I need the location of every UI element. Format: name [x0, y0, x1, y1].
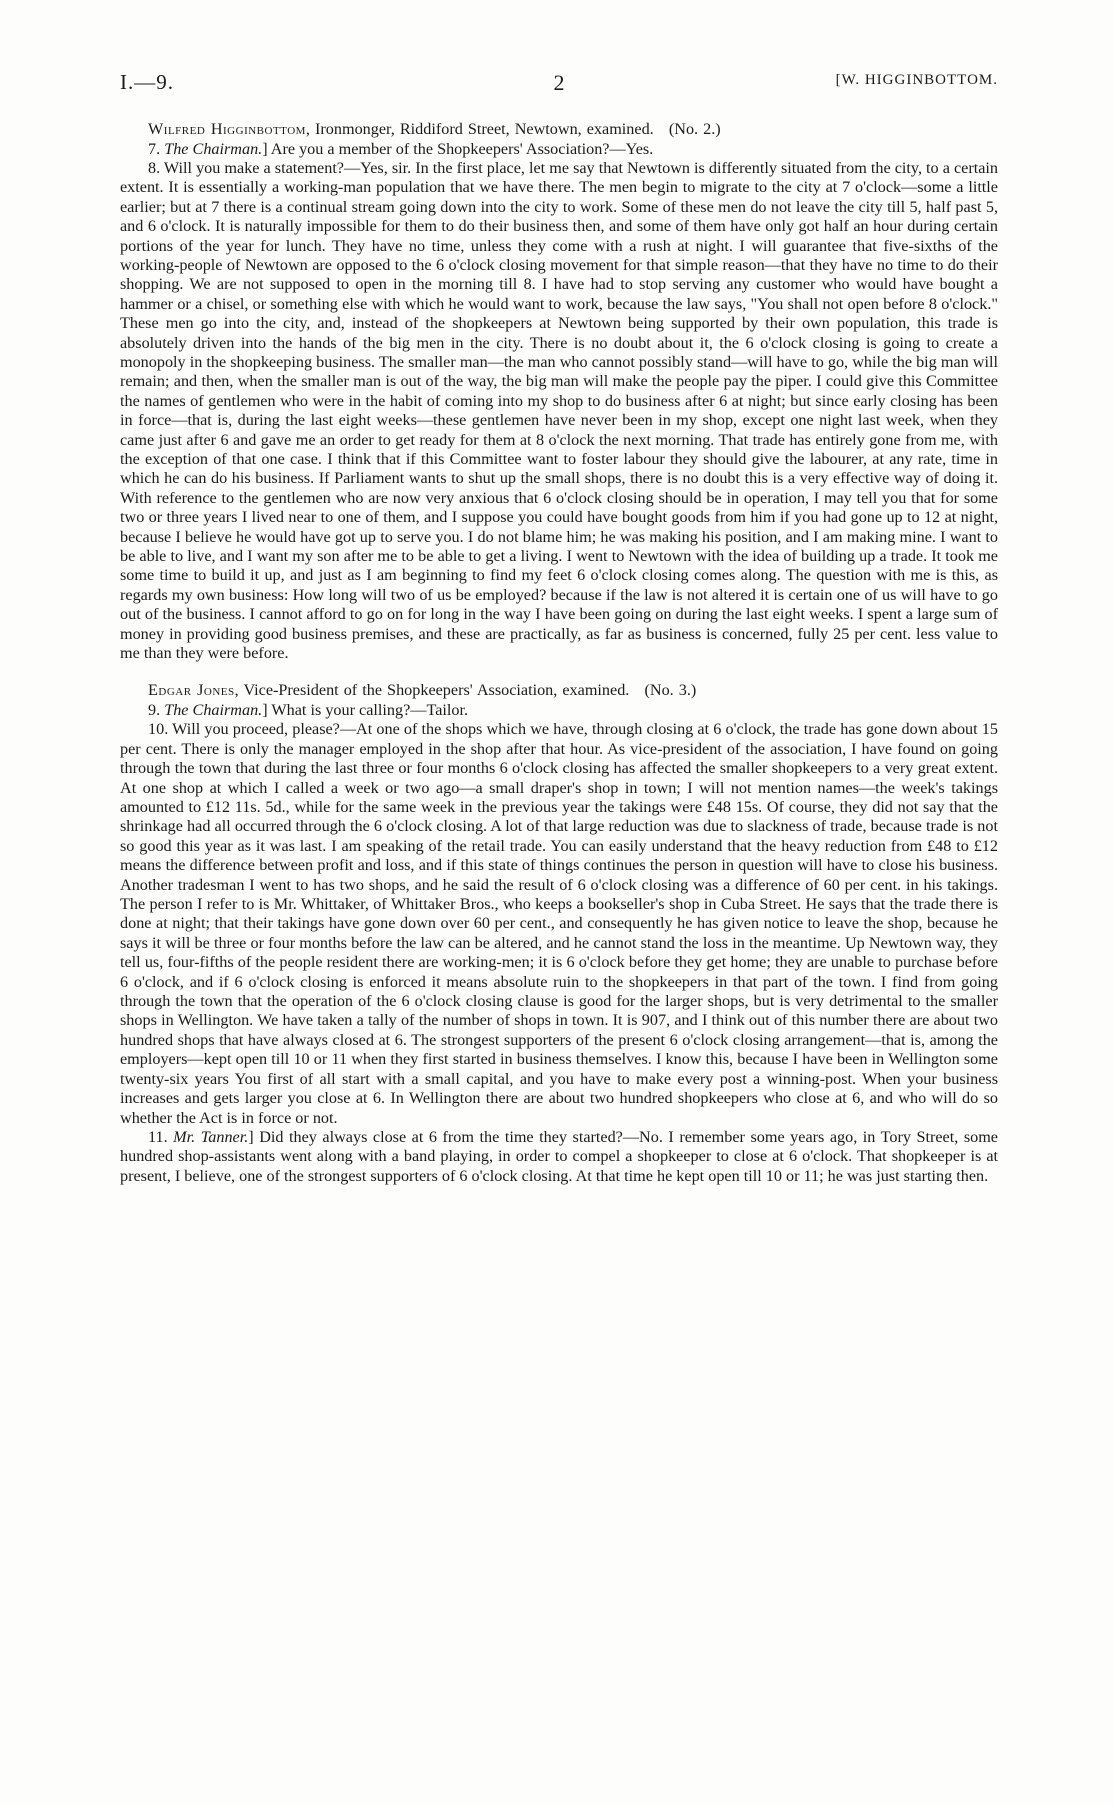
question-number: 11.	[148, 1127, 174, 1146]
witness-name: Wilfred Higginbottom	[148, 120, 306, 138]
question-text: ] Did they always close at 6 from the time they started?—No. I remember some years ago, in Tory Street, some hundred shop-assistants went along with a band playing, in order to compel a shopkeeper to close at 6 o'clock. That shopkeeper is at present, I believe, one of the strongest supporters of 6 o'clock closing. At that time he kept open till 10 or 11; he was just starting then.	[120, 1127, 998, 1185]
question-11	[120, 1128, 998, 1186]
question-10: 10. Will you proceed, please?—At one of the shops which we have, through closing at 6 o'clock, the trade has gone down about 15 per cent. There is only the manager employed in the shop after that hour. As vice-president of the association, I have found on going through the town that during the last three or four months 6 o'clock closing has affected the smaller shopkeepers to a very great extent. At one shop at which I called a week or two ago—a small draper's shop in town; I will not mention names—the week's takings amounted to £12 11s. 5d., while for the same week in the previous year the takings were £48 15s. Of course, they did not say that the shrinkage had all occurred through the 6 o'clock closing. A lot of that large reduction was due to slackness of trade, because trade is not so good this year as it was last. I am speaking of the retail trade. You can easily understand that the heavy reduction from £48 to £12 means the difference between profit and loss, and if this state of things continues the person in question will have to close his business. Another tradesman I went to has two shops, and he said the result of 6 o'clock closing was a difference of 60 per cent. in his takings. The person I refer to is Mr. Whittaker, of Whittaker Bros., who keeps a bookseller's shop in Cuba Street. He says that the trade there is done at night; that their takings have gone down over 60 per cent., and consequently he has given notice to leave the shop, because he says it will be three or four months before the law can be altered, and he cannot stand the loss in the meantime. Up Newtown way, they tell us, four-fifths of the people resident there are working-men; it is 6 o'clock before they get home; they are unable to purchase before 6 o'clock, and if 6 o'clock closing is enforced it means absolute ruin to the shopkeepers in that part of the town. I find from going through the town that the operation of the 6 o'clock closing clause is good for the larger shops, but is very detrimental to the smaller shops in Wellington. We have taken a tally of the number of shops in town. It is 907, and I think out of this number there are about two hundred shops that have always closed at 6. The strongest supporters of the present 6 o'clock closing arrangement—that is, among the employers—kept open till 10 or 11 when they first started in business themselves. I know this, because I have been in Wellington some twenty-six years You first of all start with a small capital, and you have to make every post a winning-post. When your business increases and gets larger you close at 6. In Wellington there are about two hundred shopkeepers who close at 6, and who will do so whether the Act is in force or not.	[120, 720, 998, 1127]
question-7	[120, 140, 998, 159]
document-page	[120, 70, 998, 1186]
witness-heading-2	[120, 681, 998, 701]
document-reference: I.—9.	[120, 70, 174, 94]
witness-heading-1	[120, 120, 998, 140]
witness-number: (No. 2.)	[668, 120, 721, 138]
question-8: 8. Will you make a statement?—Yes, sir. In the first place, let me say that Newtown is differently situated from the city, to a certain extent. It is essentially a working-man population that we have there. The men begin to migrate to the city at 7 o'clock—some a little earlier; but at 7 there is a continual stream going down into the city to work. Some of these men do not leave the city till 5, half past 5, and 6 o'clock. It is naturally impossible for them to do their business then, and some of them have only got half an hour during certain portions of the year for lunch. They have no time, unless they come with a rush at night. I will guarantee that five-sixths of the working-people of Newtown are opposed to the 6 o'clock closing movement for that simple reason—that they have no time to do their shopping. We are not supposed to open in the morning till 8. I have had to stop serving any customer who would have bought a hammer or a chisel, or something else with which he would want to work, because the law says, "You shall not open before 8 o'clock." These men go into the city, and, instead of the shopkeepers at Newtown being supported by their own population, this trade is absolutely driven into the hands of the big men in the city. There is no doubt about it, the 6 o'clock closing is going to create a monopoly in the shopkeeping business. The smaller man—the man who cannot possibly stand—will have to go, while the big man will remain; and then, when the smaller man is out of the way, the big man will make the people pay the piper. I could give this Committee the names of gentlemen who were in the habit of coming into my shop to do business after 6 at night; but since early closing has been in force—that is, during the last eight weeks—these gentlemen have never been in my shop, except one night last week, when they came just after 6 and gave me an order to get ready for them at 8 o'clock the next morning. That trade has entirely gone from me, with the exception of that one case. I think that if this Committee want to foster labour they should give the labourer, at any rate, time in which he can do his business. If Parliament wants to shut up the small shops, there is no doubt this is a very effective way of doing it. With reference to the gentlemen who are now very anxious that 6 o'clock closing should be in operation, I may tell you that for some two or three years I lived near to one of them, and I suppose you could have bought goods from him if you had gone up to 12 at night, because I believe he would have got up to serve you. I do not blame him; he was making his position, and I am making mine. I want to be able to live, and I want my son after me to be able to get a living. I went to Newtown with the idea of building up a trade. It took me some time to build it up, and just as I am beginning to find my feet 6 o'clock closing comes along. The question with me is this, as regards my own business: How long will two of us be employed? because if the law is not altered it is certain one of us will have to go out of the business. I cannot afford to go on for long in the way I have been going on during the last eight weeks. I spent a large sum of money in providing good business premises, and these are practically, as far as business is concerned, fully 25 per cent. less value to me than they were before.	[120, 158, 998, 663]
witness-description: , Vice-President of the Shopkeepers' Association, examined.	[234, 681, 630, 700]
witness-name: Edgar Jones	[148, 681, 235, 700]
speaker: Mr. Tanner.	[173, 1127, 249, 1146]
witness-number: (No. 3.)	[644, 681, 697, 700]
page-header	[120, 70, 998, 104]
page-number: 2	[553, 70, 565, 95]
witness-description: , Ironmonger, Riddiford Street, Newtown, examined.	[305, 120, 654, 138]
question-text: ] Are you a member of the Shopkeepers' Association?—Yes.	[262, 139, 654, 158]
question-text: ] What is your calling?—Tailor.	[262, 700, 469, 719]
running-head: [W. HIGGINBOTTOM.	[835, 72, 998, 88]
question-9	[120, 701, 998, 720]
question-number: 9.	[148, 700, 165, 719]
speaker: The Chairman.	[164, 139, 263, 158]
speaker: The Chairman.	[164, 700, 263, 719]
question-number: 7.	[148, 139, 165, 158]
